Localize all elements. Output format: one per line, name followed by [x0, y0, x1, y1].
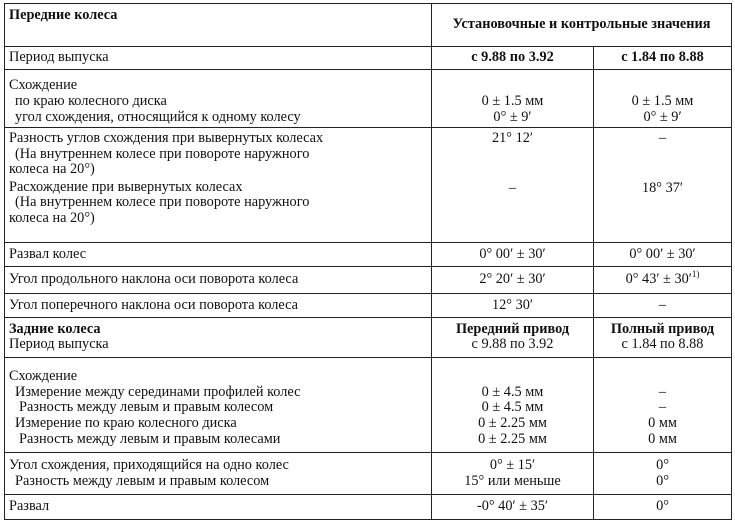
- turn-diff-label: Разность углов схождения при вывернутых колесах: [9, 130, 324, 147]
- front-camber-row: [5, 243, 732, 267]
- front-toe-row: [5, 69, 732, 127]
- period-label: Период выпуска: [5, 47, 432, 70]
- period-col-a: с 9.88 по 3.92: [432, 47, 594, 70]
- rear-col-b-period: с 1.84 по 8.88: [621, 336, 704, 353]
- front-kingpin-label: Угол поперечного наклона оси поворота колеса: [5, 294, 432, 318]
- rear-camber-row: [5, 495, 732, 520]
- front-turn-col-b: [594, 128, 732, 243]
- rear-toe-row: [5, 357, 732, 452]
- rear-toe-col-b: [594, 357, 732, 452]
- values-heading: Установочные и контрольные значения: [432, 4, 732, 47]
- front-caster-b: 0° $43' \pm 30'^{1)}$: [594, 266, 732, 294]
- rear-toe-angle-lr-a: 15° или меньше: [464, 472, 561, 489]
- divergence-a: –: [508, 179, 517, 196]
- front-toe-angle-a: 0° ± 9′: [493, 108, 532, 125]
- turn-diff-note-1: (На внутреннем колесе при повороте наружного: [15, 145, 310, 162]
- rear-toe-label: Схождение: [9, 368, 78, 385]
- front-kingpin-a: 12° 30′: [432, 294, 594, 318]
- rear-toe-angle-label: Угол схождения, приходящийся на одно колес: [9, 457, 289, 474]
- turn-diff-b: –: [658, 130, 667, 147]
- front-toe-col-b: [594, 69, 732, 127]
- rear-header-cell: [5, 317, 432, 357]
- front-toe-rim-b: 0 ± 1.5 мм: [631, 92, 694, 109]
- rear-toe-angle-label-cell: [5, 453, 432, 495]
- rear-toe-angle-lr-b: 0°: [656, 472, 669, 489]
- rear-toe-lr2-a: 0 ± 2.25 мм: [478, 430, 547, 447]
- front-toe-col-a: [432, 69, 594, 127]
- rear-toe-rim-b: 0 мм: [648, 415, 677, 432]
- rear-col-a-title: Передний привод: [455, 320, 570, 337]
- rear-toe-profile-b: –: [658, 383, 667, 400]
- rear-header-row: [5, 317, 732, 357]
- divergence-note-2: колеса на 20°): [9, 210, 95, 227]
- rear-col-a-period: с 9.88 по 3.92: [471, 336, 554, 353]
- rear-camber-a: -0° 40′ ± 35′: [432, 495, 594, 520]
- rear-col-b-head: [594, 317, 732, 357]
- rear-toe-angle-row: [5, 453, 732, 495]
- rear-col-a-head: [432, 317, 594, 357]
- front-kingpin-row: [5, 294, 732, 318]
- rear-toe-angle-col-b: [594, 453, 732, 495]
- rear-camber-label: Развал: [5, 495, 432, 520]
- alignment-spec-table: [4, 3, 732, 520]
- front-camber-label: Развал колес: [5, 243, 432, 267]
- divergence-note-1: (На внутреннем колесе при повороте наружного: [15, 194, 310, 211]
- rear-toe-angle-col-a: [432, 453, 594, 495]
- front-toe-angle-label: угол схождения, относящийся к одному колесу: [15, 108, 301, 125]
- rear-toe-lr2-label: Разность между левым и правым колесами: [19, 430, 281, 447]
- rear-toe-label-cell: [5, 357, 432, 452]
- period-col-b: с 1.84 по 8.88: [594, 47, 732, 70]
- rear-toe-rim-label: Измерение по краю колесного диска: [15, 415, 237, 432]
- rear-toe-lr1-b: –: [658, 399, 667, 416]
- footnote-mark: 1): [691, 269, 700, 280]
- front-kingpin-b: –: [594, 294, 732, 318]
- front-period-row: [5, 47, 732, 70]
- rear-toe-lr1-a: 0 ± 4.5 мм: [481, 399, 544, 416]
- rear-toe-col-a: [432, 357, 594, 452]
- front-toe-label: Схождение: [9, 77, 78, 94]
- front-toe-rim-label: по краю колесного диска: [15, 92, 167, 109]
- front-camber-b: 0° 00′ ± 30′: [594, 243, 732, 267]
- front-caster-label: Угол продольного наклона оси поворота колеса: [5, 266, 432, 294]
- rear-period-label: Период выпуска: [9, 336, 109, 353]
- rear-camber-b: 0°: [594, 495, 732, 520]
- rear-col-b-title: Полный привод: [610, 320, 715, 337]
- front-header-row: [5, 4, 732, 47]
- front-wheels-heading: Передние колеса: [5, 4, 432, 47]
- rear-toe-profile-label: Измерение между серединами профилей колес: [15, 383, 301, 400]
- rear-toe-rim-a: 0 ± 2.25 мм: [478, 415, 547, 432]
- divergence-b: 18° 37′: [642, 179, 684, 196]
- front-toe-angle-b: 0° ± 9′: [643, 108, 682, 125]
- front-turn-col-a: [432, 128, 594, 243]
- front-turn-row: [5, 128, 732, 243]
- front-camber-a: 0° 00′ ± 30′: [432, 243, 594, 267]
- front-caster-a: 2° 20′ ± 30′: [432, 266, 594, 294]
- front-caster-row: [5, 266, 732, 294]
- front-toe-rim-a: 0 ± 1.5 мм: [481, 92, 544, 109]
- rear-toe-angle-lr-label: Разность между левым и правым колесом: [15, 472, 270, 489]
- rear-toe-lr1-label: Разность между левым и правым колесом: [19, 399, 274, 416]
- rear-toe-angle-b: 0°: [656, 457, 669, 474]
- turn-diff-note-2: колеса на 20°): [9, 161, 95, 178]
- divergence-label: Расхождение при вывернутых колесах: [9, 178, 243, 195]
- rear-wheels-heading: Задние колеса: [9, 320, 101, 337]
- rear-toe-profile-a: 0 ± 4.5 мм: [481, 383, 544, 400]
- rear-toe-angle-a: 0° ± 15′: [489, 457, 536, 474]
- front-turn-label-cell: [5, 128, 432, 243]
- rear-toe-lr2-b: 0 мм: [648, 430, 677, 447]
- turn-diff-a: 21° 12′: [491, 130, 533, 147]
- front-toe-label-cell: [5, 69, 432, 127]
